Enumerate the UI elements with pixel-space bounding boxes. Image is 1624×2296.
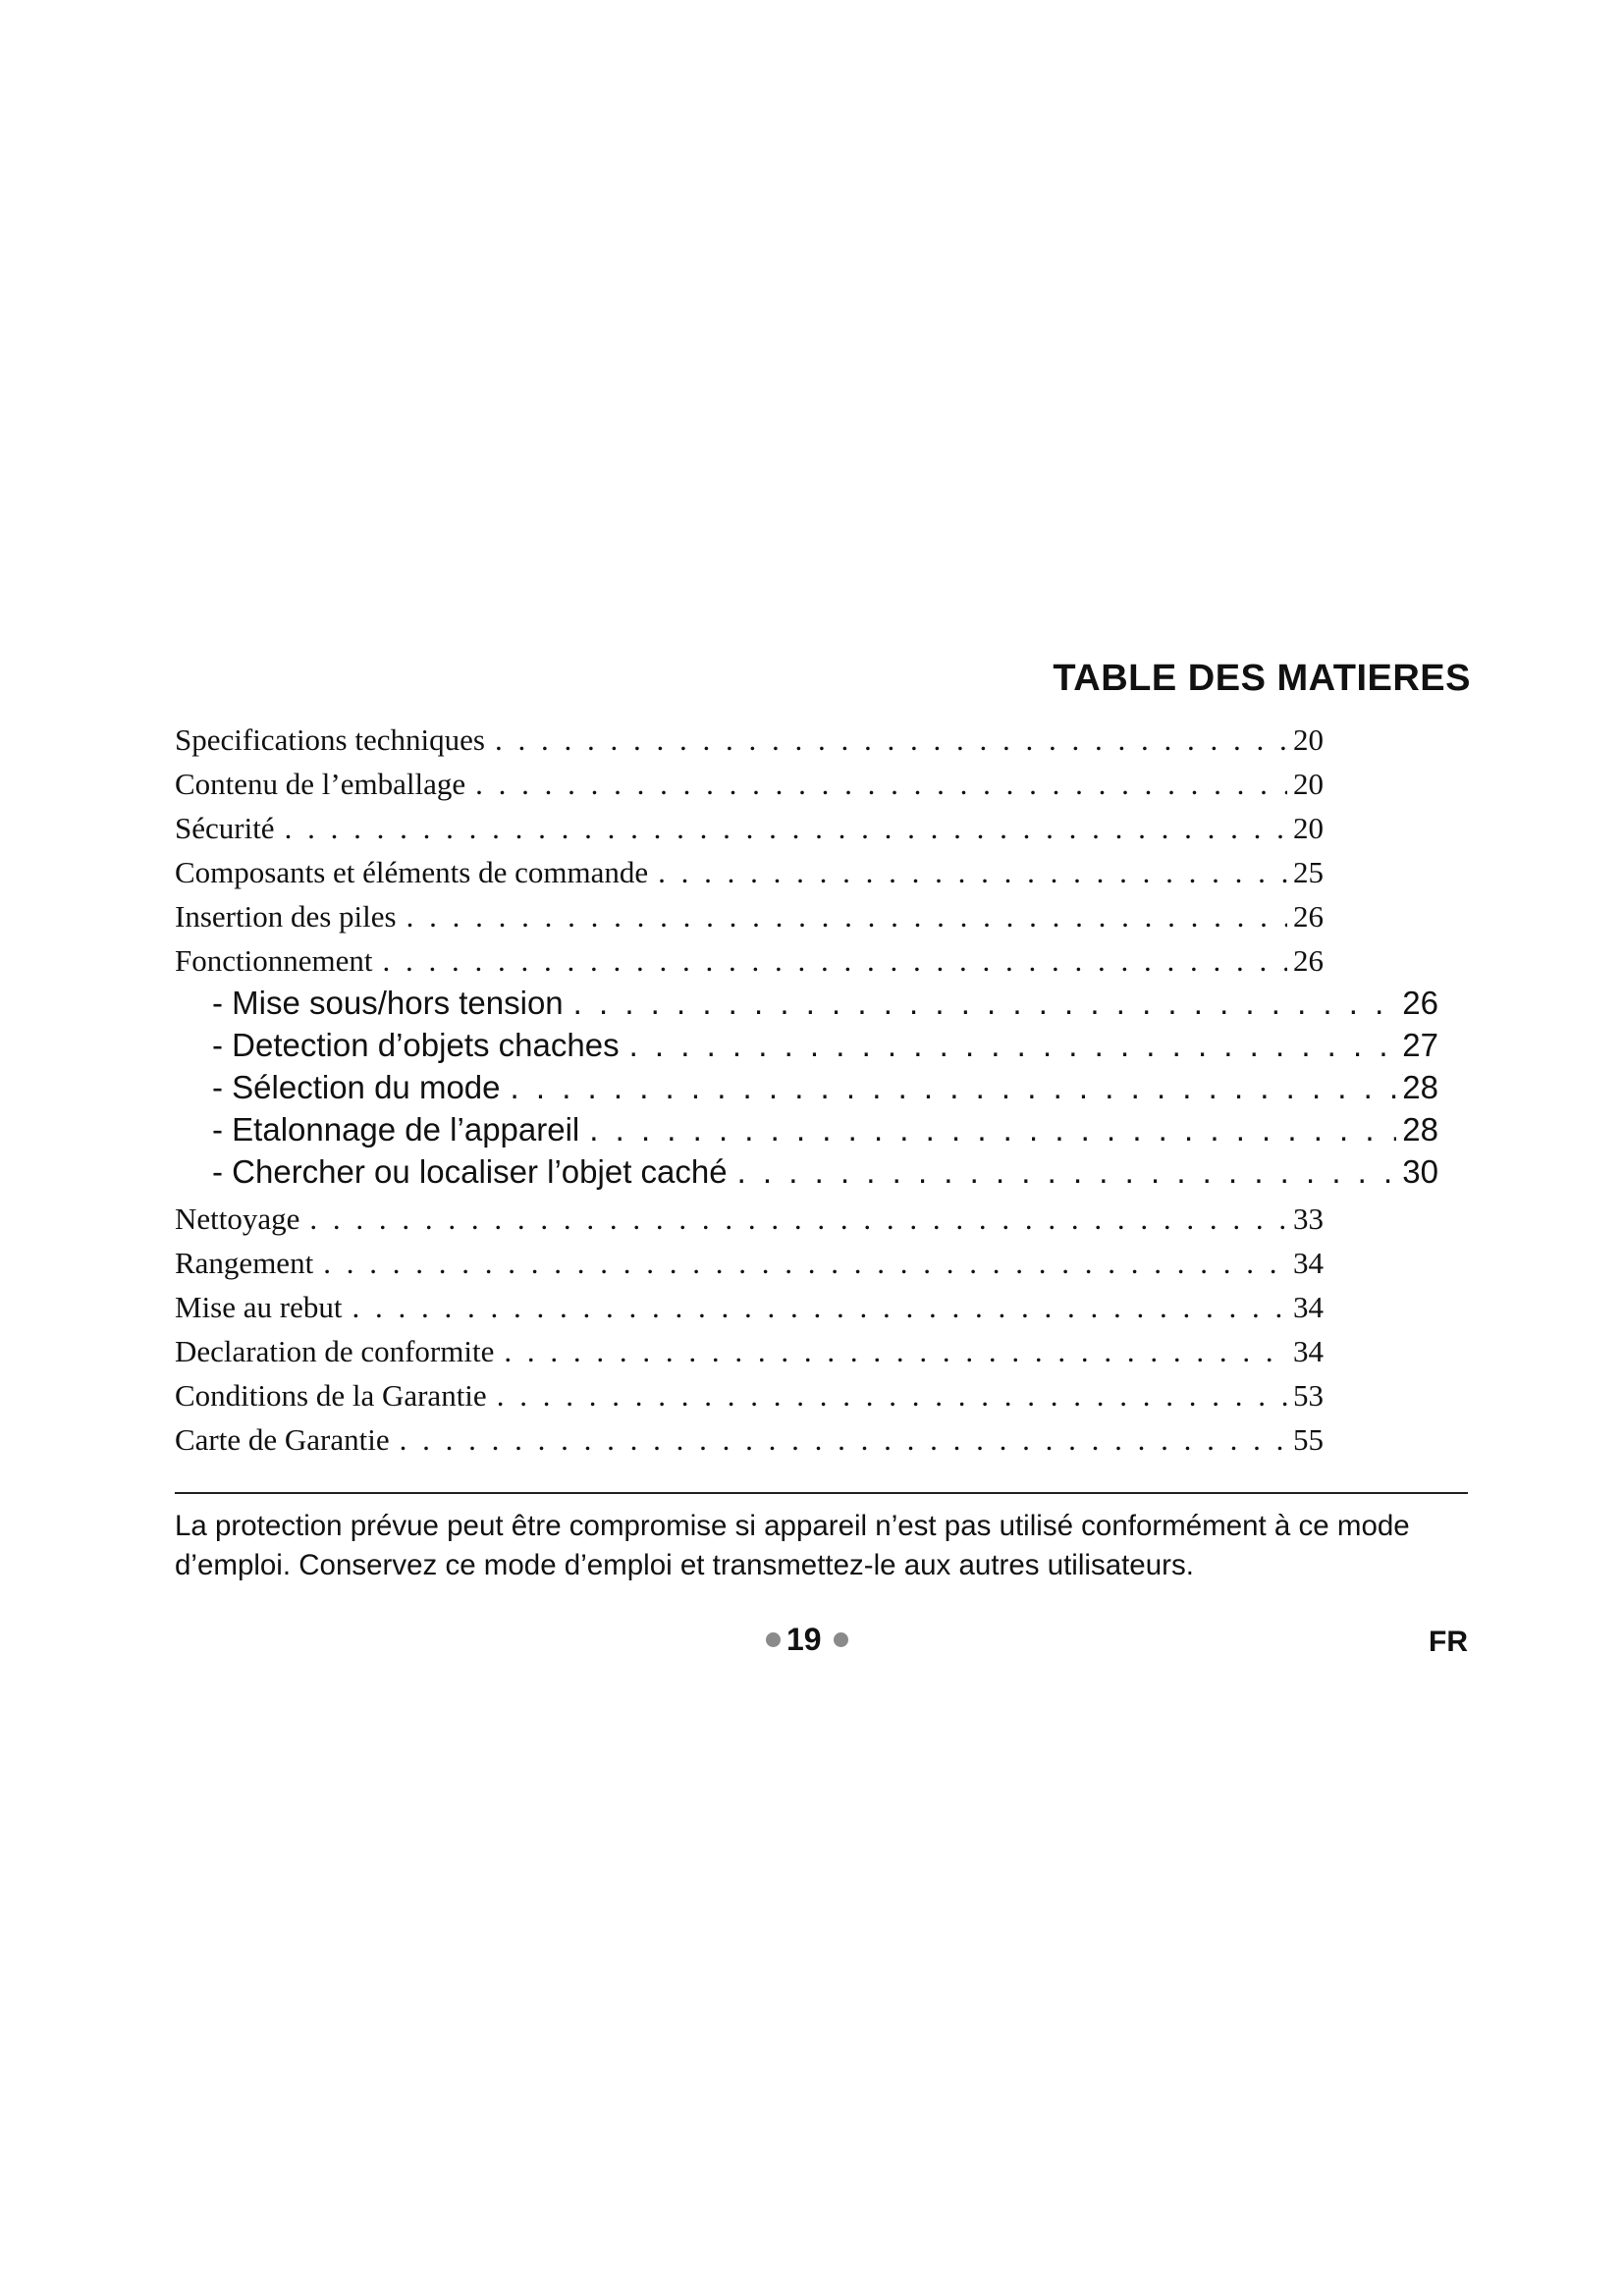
toc-entry (175, 943, 1324, 988)
dot-leader (737, 1153, 1397, 1191)
separator-rule (175, 1492, 1468, 1494)
toc-entry-label: - Mise sous/hors tension (212, 985, 564, 1021)
dot-leader (495, 722, 1287, 758)
toc-entry (175, 1201, 1324, 1246)
toc-entry (175, 1069, 1438, 1111)
toc-entry (175, 722, 1324, 767)
toc-entry-page: 20 (1293, 722, 1324, 757)
toc-entry-label: Sécurité (175, 811, 275, 845)
toc-entry (175, 985, 1438, 1027)
toc-entry-label: - Sélection du mode (212, 1069, 501, 1105)
dot-leader (629, 1027, 1397, 1064)
toc-entry (175, 1153, 1438, 1196)
toc-entry-page: 53 (1293, 1378, 1324, 1413)
toc-entry-label: - Etalonnage de l’appareil (212, 1111, 580, 1148)
toc-main-section-bottom (175, 1201, 1471, 1467)
dot-leader (382, 943, 1287, 979)
toc-entry-label: Specifications techniques (175, 722, 485, 757)
toc-entry-page: 28 (1402, 1111, 1438, 1148)
toc-entry-page: 34 (1293, 1246, 1324, 1280)
page-number-text: 19 (786, 1622, 822, 1657)
toc-entry (175, 899, 1324, 943)
toc-entry-label: Conditions de la Garantie (175, 1378, 487, 1413)
safety-note: La protection prévue peut être compromise si appareil n’est pas utilisé conformément à ce mode d’emploi. Conservez ce mode d’emploi et transmettez-le aux autres utilisateurs. (175, 1510, 1410, 1581)
toc-entry-page: 26 (1402, 985, 1438, 1021)
toc-subsection-list (175, 985, 1471, 1196)
dot-leader (309, 1201, 1287, 1237)
toc-entry-page: 25 (1293, 855, 1324, 889)
dot-leader (323, 1246, 1287, 1281)
toc-entry-label: Composants et éléments de commande (175, 855, 649, 889)
toc-entry-page: 27 (1402, 1027, 1438, 1063)
toc-entry-page: 30 (1402, 1153, 1438, 1190)
dot-leader (406, 899, 1287, 934)
toc-entry-label: - Detection d’objets chaches (212, 1027, 620, 1063)
toc-entry (175, 1334, 1324, 1378)
dot-leader (573, 985, 1397, 1022)
toc-entry-page: 34 (1293, 1290, 1324, 1324)
page-title: TABLE DES MATIERES (1053, 658, 1471, 699)
toc-entry (175, 811, 1324, 855)
toc-entry-label: Contenu de l’emballage (175, 767, 466, 801)
toc-entry-label: Nettoyage (175, 1201, 300, 1236)
toc-entry-label: Declaration de conformite (175, 1334, 495, 1368)
toc-entry (175, 1027, 1438, 1069)
toc-entry-page: 20 (1293, 811, 1324, 845)
dot-leader (589, 1111, 1396, 1148)
dot-leader (285, 811, 1287, 846)
toc-main-section-top (175, 722, 1471, 988)
dot-leader (658, 855, 1287, 890)
toc-entry-label: Rangement (175, 1246, 314, 1280)
dot-leader (400, 1422, 1287, 1458)
toc-entry-label: - Chercher ou localiser l’objet caché (212, 1153, 728, 1190)
toc-entry-page: 20 (1293, 767, 1324, 801)
dot-leader (475, 767, 1287, 802)
toc-entry (175, 1378, 1324, 1422)
bullet-icon (834, 1632, 848, 1647)
dot-leader (497, 1378, 1287, 1414)
toc-entry-page: 26 (1293, 899, 1324, 934)
toc-entry-label: Mise au rebut (175, 1290, 343, 1324)
dot-leader (511, 1069, 1397, 1106)
toc-entry-page: 26 (1293, 943, 1324, 978)
toc-entry (175, 1422, 1324, 1467)
toc-entry (175, 1246, 1324, 1290)
toc-entry-label: Insertion des piles (175, 899, 397, 934)
bullet-icon (766, 1632, 781, 1647)
toc-entry-page: 55 (1293, 1422, 1324, 1457)
toc-entry-label: Fonctionnement (175, 943, 373, 978)
toc-entry (175, 1111, 1438, 1153)
toc-entry (175, 1290, 1324, 1334)
toc-entry-label: Carte de Garantie (175, 1422, 390, 1457)
toc-entry-page: 28 (1402, 1069, 1438, 1105)
toc-entry-page: 34 (1293, 1334, 1324, 1368)
toc-entry-page: 33 (1293, 1201, 1324, 1236)
language-code: FR (1429, 1626, 1468, 1658)
toc-entry (175, 855, 1324, 899)
toc-entry (175, 767, 1324, 811)
page-number (766, 1622, 848, 1658)
table-of-contents (175, 722, 1471, 1467)
dot-leader (352, 1290, 1287, 1325)
dot-leader (504, 1334, 1287, 1369)
